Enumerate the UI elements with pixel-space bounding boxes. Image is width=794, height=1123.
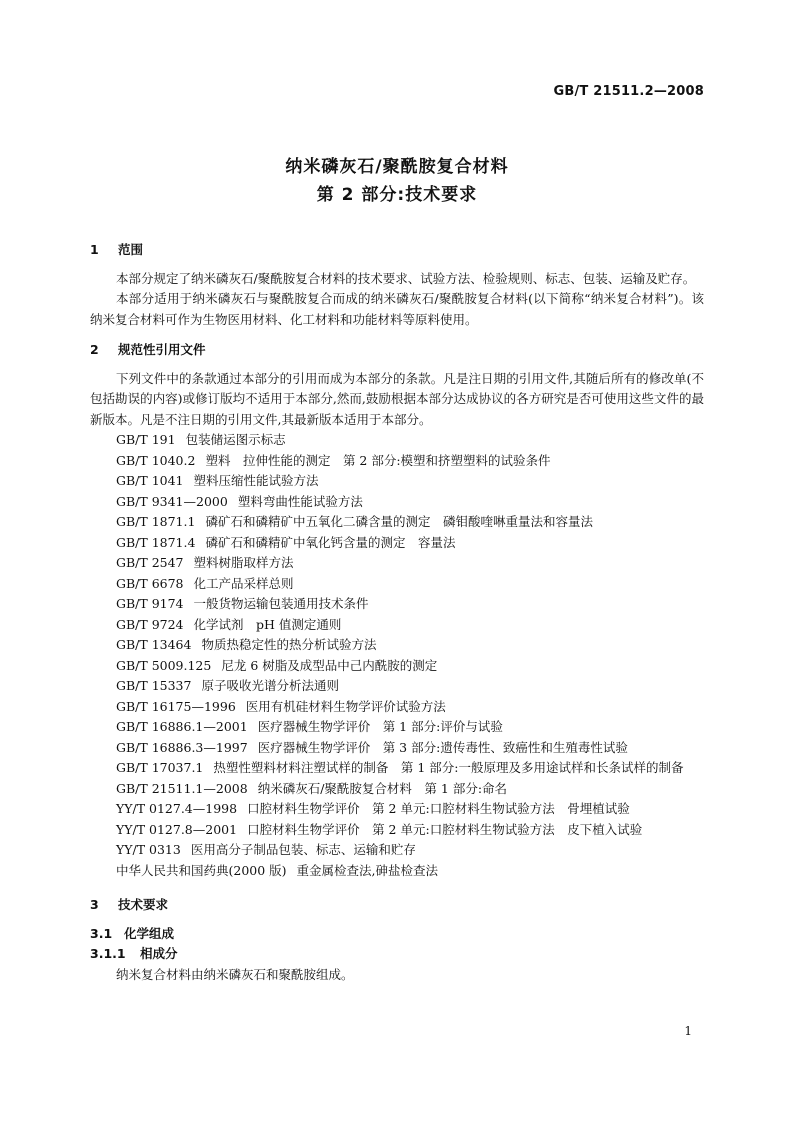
section-number: 3 (90, 897, 99, 912)
reference-item: GB/T 15337 原子吸收光谱分析法通则 (116, 678, 339, 693)
reference-item: GB/T 191 包装储运图示标志 (116, 432, 286, 447)
document-subtitle: 第 2 部分:技术要求 (316, 185, 478, 205)
reference-item: GB/T 13464 物质热稳定性的热分析试验方法 (116, 637, 377, 652)
paragraph: 纳米复合材料由纳米磷灰石和聚酰胺组成。 (116, 966, 354, 982)
page-number: 1 (684, 1024, 692, 1038)
reference-item: GB/T 2547 塑料树脂取样方法 (116, 555, 294, 570)
subsection-title: 相成分 (140, 946, 178, 961)
subsection-3-1-heading (90, 924, 704, 945)
subsection-number: 3.1 (90, 925, 113, 941)
reference-item: GB/T 9174 一般货物运输包装通用技术条件 (116, 596, 369, 611)
reference-item: GB/T 1871.4 磷矿石和磷精矿中氧化钙含量的测定 容量法 (116, 534, 456, 550)
document-title: 纳米磷灰石/聚酰胺复合材料 (285, 157, 509, 177)
reference-item: GB/T 9341—2000 塑料弯曲性能试验方法 (116, 493, 363, 509)
section-title: 范围 (118, 242, 144, 257)
section-3-heading (90, 895, 704, 916)
paragraph: 下列文件中的条款通过本部分的引用而成为本部分的条款。凡是注日期的引用文件,其随后所有的修改单(不包括勘误的内容)或修订版均不适用于本部分,然而,鼓励根据本部分达成协议的各方研究是否可使用这些文件的最新版本。凡是不注日期的引用文件,其最新版本适用于本部分。 (90, 370, 704, 427)
reference-item: 中华人民共和国药典(2000 版) 重金属检查法,砷盐检查法 (116, 862, 439, 878)
section-1-heading (90, 240, 704, 261)
reference-item: GB/T 21511.1—2008 纳米磷灰石/聚酰胺复合材料 第 1 部分:命名 (116, 780, 508, 796)
subsection-3-1-1-heading (90, 944, 704, 965)
standard-number: GB/T 21511.2—2008 (553, 84, 704, 99)
paragraph: 本部分规定了纳米磷灰石/聚酰胺复合材料的技术要求、试验方法、检验规则、标志、包装、运输及贮存。 (116, 270, 696, 286)
reference-item: GB/T 6678 化工产品采样总则 (116, 575, 294, 591)
reference-item: YY/T 0127.8—2001 口腔材料生物学评价 第 2 单元:口腔材料生物试验方法 皮下植入试验 (116, 821, 643, 837)
reference-item: YY/T 0127.4—1998 口腔材料生物学评价 第 2 单元:口腔材料生物试验方法 骨埋植试验 (116, 801, 630, 816)
reference-item: GB/T 16175—1996 医用有机硅材料生物学评价试验方法 (116, 698, 446, 714)
section-title: 技术要求 (118, 897, 169, 912)
reference-item: GB/T 16886.1—2001 医疗器械生物学评价 第 1 部分:评价与试验 (116, 719, 503, 734)
reference-item: GB/T 1871.1 磷矿石和磷精矿中五氧化二磷含量的测定 磷钼酸喹啉重量法和容量法 (116, 514, 593, 529)
reference-item: GB/T 1041 塑料压缩性能试验方法 (116, 473, 319, 488)
section-2-heading (90, 340, 704, 361)
section-number: 2 (90, 342, 99, 357)
reference-item: YY/T 0313 医用高分子制品包装、标志、运输和贮存 (116, 842, 416, 857)
document-body (90, 240, 704, 985)
subsection-number: 3.1.1 (90, 946, 126, 961)
section-number: 1 (90, 242, 99, 257)
paragraph: 本部分适用于纳米磷灰石与聚酰胺复合而成的纳米磷灰石/聚酰胺复合材料(以下简称“纳米复合材料”)。该纳米复合材料可作为生物医用材料、化工材料和功能材料等原料使用。 (90, 291, 704, 327)
subsection-title: 化学组成 (124, 925, 175, 941)
reference-item: GB/T 9724 化学试剂 pH 值测定通则 (116, 616, 342, 632)
reference-item: GB/T 1040.2 塑料 拉伸性能的测定 第 2 部分:模塑和挤塑塑料的试验条件 (116, 452, 551, 468)
reference-item: GB/T 16886.3—1997 医疗器械生物学评价 第 3 部分:遗传毒性、致癌性和生殖毒性试验 (116, 739, 628, 755)
reference-list (90, 430, 704, 881)
reference-item: GB/T 17037.1 热塑性塑料材料注塑试样的制备 第 1 部分:一般原理及多用途试样和长条试样的制备 (116, 760, 684, 775)
reference-item: GB/T 5009.125 尼龙 6 树脂及成型品中己内酰胺的测定 (116, 657, 438, 673)
section-title: 规范性引用文件 (118, 342, 206, 357)
